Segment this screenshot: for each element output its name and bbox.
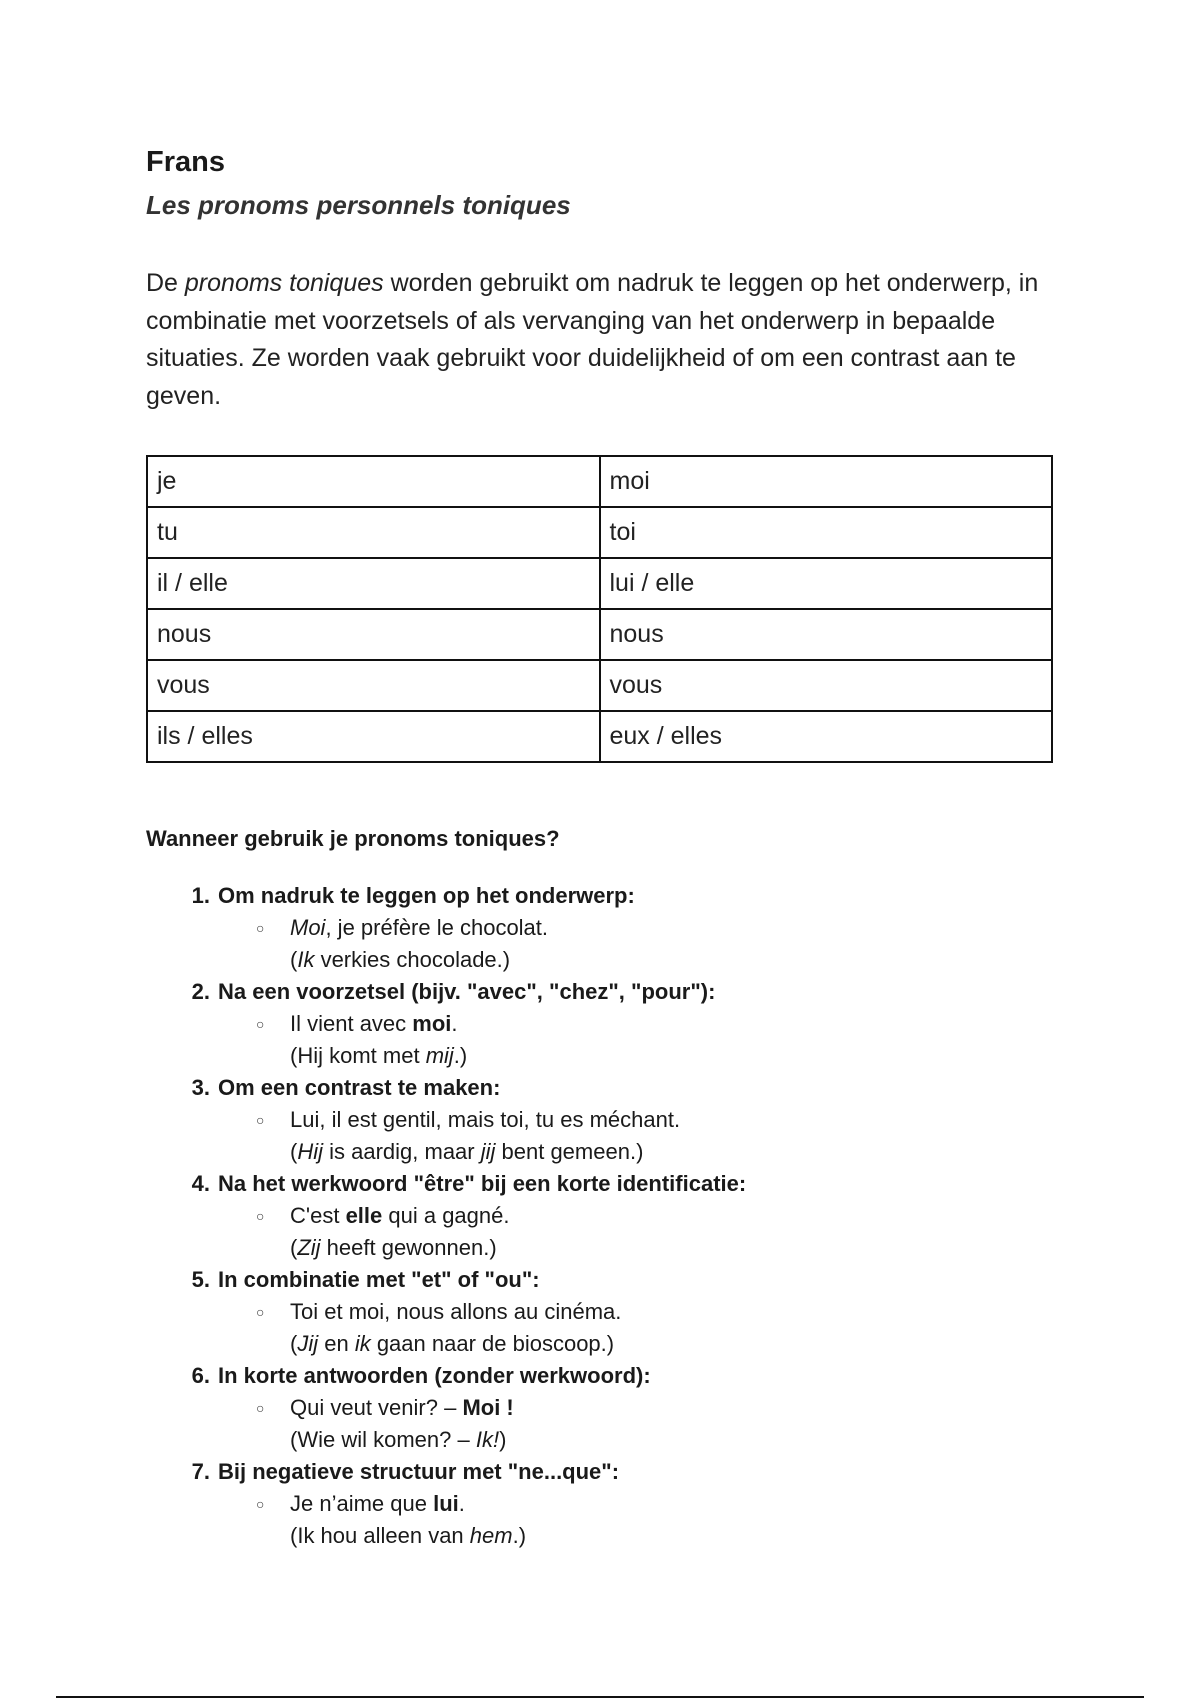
intro-after: worden gebruikt om nadruk te leggen op het onderwerp, in combinatie met voorzetsels of als vervanging van het onderwerp in bepaalde situaties. Ze worden vaak gebruikt voor duidelijkheid of om een contrast aan te geven.	[146, 269, 1039, 410]
example-translation	[146, 1424, 1046, 1456]
text-run: Ik	[297, 947, 315, 972]
list-item	[146, 1264, 1046, 1360]
tonic-pronoun-cell: toi	[600, 507, 1053, 558]
tonic-pronoun-cell: eux / elles	[600, 711, 1053, 762]
example-sentence	[146, 1008, 1046, 1040]
usage-rule-text: Om een contrast te maken:	[218, 1075, 501, 1100]
text-run: Hij	[297, 1139, 323, 1164]
example-sentence	[146, 1392, 1046, 1424]
text-run: Qui veut venir? –	[290, 1395, 463, 1420]
subject-pronoun-cell: tu	[147, 507, 600, 558]
hollow-bullet-icon: ○	[256, 920, 265, 936]
table-row	[147, 558, 1052, 609]
text-run: Je n’aime que	[290, 1491, 434, 1516]
example-translation	[146, 944, 1046, 976]
list-number: 4.	[191, 1171, 210, 1196]
list-number: 1.	[191, 883, 210, 908]
usage-rule	[146, 1456, 1046, 1488]
text-run: Jij	[297, 1331, 319, 1356]
subject-pronoun-cell: nous	[147, 609, 600, 660]
text-run: (	[290, 1235, 298, 1260]
tonic-pronoun-cell: moi	[600, 456, 1053, 507]
subject-pronoun-cell: vous	[147, 660, 600, 711]
text-run: Toi et moi, nous allons au cinéma.	[290, 1299, 622, 1324]
text-run: Zij	[297, 1235, 321, 1260]
usage-rule-text: Om nadruk te leggen op het onderwerp:	[218, 883, 635, 908]
pronoun-table	[146, 455, 1053, 763]
text-run: Moi	[290, 915, 326, 940]
text-run: mij	[425, 1043, 454, 1068]
usage-rule-text: Na het werkwoord "être" bij een korte identificatie:	[218, 1171, 747, 1196]
example-translation	[146, 1040, 1046, 1072]
text-run: verkies chocolade.)	[314, 947, 511, 972]
hollow-bullet-icon: ○	[256, 1208, 265, 1224]
text-run: heeft gewonnen.)	[320, 1235, 497, 1260]
text-run: (Wie wil komen? –	[290, 1427, 476, 1452]
text-run: (	[290, 947, 298, 972]
text-run: hem	[469, 1523, 513, 1548]
usage-rule	[146, 1168, 1046, 1200]
hollow-bullet-icon: ○	[256, 1400, 265, 1416]
text-run: Ik!	[475, 1427, 500, 1452]
text-run: Lui, il est gentil, mais toi, tu es méchant.	[290, 1107, 681, 1132]
list-number: 3.	[191, 1075, 210, 1100]
text-run: (	[290, 1331, 298, 1356]
text-run: .	[458, 1491, 465, 1516]
text-run: .	[451, 1011, 458, 1036]
list-number: 6.	[191, 1363, 210, 1388]
table-row	[147, 660, 1052, 711]
text-run: , je préfère le chocolat.	[325, 915, 549, 940]
text-run: en	[318, 1331, 355, 1356]
usage-rule-text: Na een voorzetsel (bijv. "avec", "chez", "pour"):	[218, 979, 716, 1004]
list-item	[146, 1456, 1046, 1552]
list-number: 2.	[191, 979, 210, 1004]
hollow-bullet-icon: ○	[256, 1304, 265, 1320]
usage-list	[146, 880, 1046, 1552]
text-run: is aardig, maar	[323, 1139, 481, 1164]
text-run: lui	[433, 1491, 459, 1516]
usage-rule-text: In korte antwoorden (zonder werkwoord):	[218, 1363, 651, 1388]
usage-rule-text: Bij negatieve structuur met "ne...que":	[218, 1459, 620, 1484]
usage-rule	[146, 1072, 1046, 1104]
tonic-pronoun-cell: nous	[600, 609, 1053, 660]
example-translation	[146, 1136, 1046, 1168]
text-run: ik	[354, 1331, 371, 1356]
usage-rule	[146, 976, 1046, 1008]
example-sentence	[146, 1488, 1046, 1520]
text-run: jij	[480, 1139, 496, 1164]
example-translation	[146, 1328, 1046, 1360]
usage-rule	[146, 1264, 1046, 1296]
intro-paragraph	[146, 265, 1046, 415]
text-run: bent gemeen.)	[495, 1139, 644, 1164]
intro-before: De	[146, 269, 185, 297]
list-item	[146, 1360, 1046, 1456]
text-run: .)	[453, 1043, 468, 1068]
example-translation	[146, 1232, 1046, 1264]
list-number: 7.	[191, 1459, 210, 1484]
text-run: gaan naar de bioscoop.)	[370, 1331, 615, 1356]
text-run: Il vient avec	[290, 1011, 413, 1036]
table-row	[147, 609, 1052, 660]
table-row	[147, 711, 1052, 762]
hollow-bullet-icon: ○	[256, 1496, 265, 1512]
text-run: elle	[345, 1203, 383, 1228]
text-run: C'est	[290, 1203, 346, 1228]
tonic-pronoun-cell: vous	[600, 660, 1053, 711]
list-item	[146, 880, 1046, 976]
intro-term: pronoms toniques	[184, 269, 384, 297]
text-run: (Ik hou alleen van	[290, 1523, 470, 1548]
hollow-bullet-icon: ○	[256, 1016, 265, 1032]
list-number: 5.	[191, 1267, 210, 1292]
page-title: Frans	[146, 146, 225, 178]
text-run: (	[290, 1139, 298, 1164]
usage-rule-text: In combinatie met "et" of "ou":	[218, 1267, 540, 1292]
text-run: (Hij komt met	[290, 1043, 426, 1068]
example-sentence	[146, 1104, 1046, 1136]
example-sentence	[146, 1200, 1046, 1232]
subject-pronoun-cell: ils / elles	[147, 711, 600, 762]
subject-pronoun-cell: je	[147, 456, 600, 507]
subject-pronoun-cell: il / elle	[147, 558, 600, 609]
text-run: .)	[512, 1523, 527, 1548]
tonic-pronoun-cell: lui / elle	[600, 558, 1053, 609]
usage-heading: Wanneer gebruik je pronoms toniques?	[146, 826, 560, 851]
table-row	[147, 507, 1052, 558]
list-item	[146, 1168, 1046, 1264]
text-run: moi	[412, 1011, 452, 1036]
example-sentence	[146, 912, 1046, 944]
page-bottom-rule	[56, 1696, 1144, 1698]
list-item	[146, 1072, 1046, 1168]
usage-rule	[146, 880, 1046, 912]
table-row	[147, 456, 1052, 507]
text-run: qui a gagné.	[382, 1203, 510, 1228]
usage-rule	[146, 1360, 1046, 1392]
list-item	[146, 976, 1046, 1072]
text-run: )	[499, 1427, 507, 1452]
example-translation	[146, 1520, 1046, 1552]
example-sentence	[146, 1296, 1046, 1328]
hollow-bullet-icon: ○	[256, 1112, 265, 1128]
page-subtitle: Les pronoms personnels toniques	[146, 190, 571, 220]
text-run: Moi !	[462, 1395, 514, 1420]
